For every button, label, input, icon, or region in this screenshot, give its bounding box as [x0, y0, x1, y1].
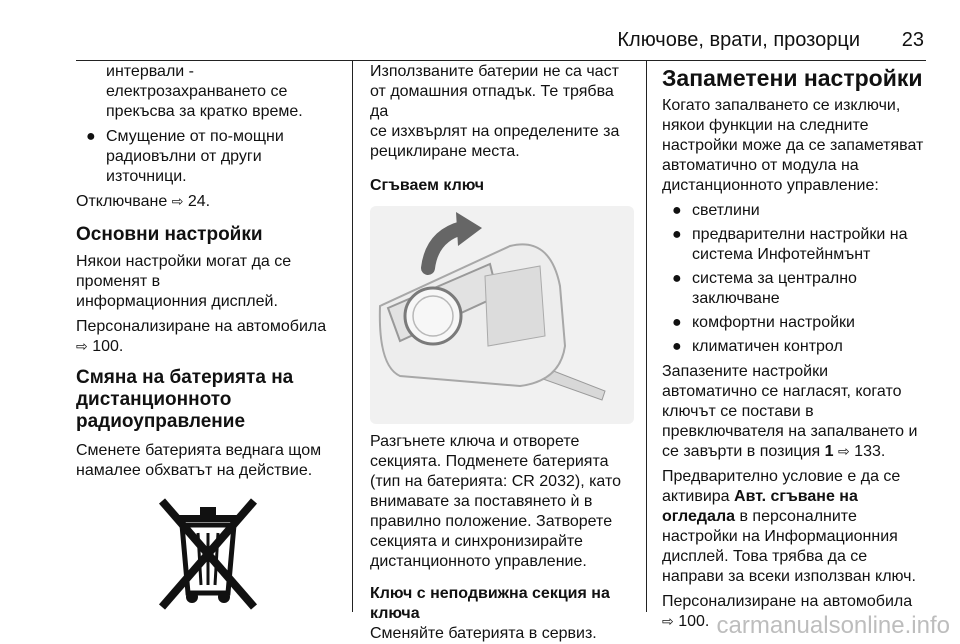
text-line: система за централно [692, 270, 857, 287]
text-line: Използваните батерии не са част [370, 63, 619, 80]
text-line: система Инфотейнмънт [692, 246, 871, 263]
reference-arrow-icon: ⇨ [171, 194, 184, 210]
unlock-reference [76, 192, 342, 212]
column-right [662, 62, 926, 632]
text-line: източници. [106, 168, 187, 185]
continued-bullet [76, 62, 342, 122]
heading-line: Смяна на батерията на [76, 367, 294, 388]
reference-page[interactable]: 100. [678, 613, 710, 630]
text-fragment: се завърти в позиция [662, 443, 821, 460]
text-line: се изхвърлят на определените за [370, 123, 620, 140]
text-line: автоматично от модула на [662, 157, 859, 174]
text-line: автоматично се нагласят, когато [662, 383, 902, 400]
list-item [662, 201, 926, 221]
bullet-dot: ● [672, 226, 682, 243]
reference-arrow-icon: ⇨ [662, 614, 674, 630]
paragraph [76, 441, 342, 481]
text-line: климатичен контрол [692, 338, 843, 355]
text-line [662, 487, 926, 507]
column-middle [370, 62, 634, 644]
bullet-list [662, 201, 926, 357]
list-item [662, 337, 926, 357]
text-line [76, 337, 342, 357]
text-line: Разгънете ключа и отворете [370, 433, 580, 450]
bullet-dot: ● [672, 314, 682, 331]
text-line: (тип на батерията: CR 2032), като [370, 473, 622, 490]
list-item [662, 269, 926, 309]
column-divider-left [352, 60, 353, 612]
text-line: интервали - [106, 63, 194, 80]
paragraph [662, 467, 926, 587]
page-header [0, 0, 960, 60]
watermark: carmanualsonline.info [716, 612, 950, 639]
text-line: променят в [76, 273, 161, 290]
bullet-dot: ● [672, 202, 682, 219]
text-fragment: активира [662, 488, 730, 505]
paragraph [662, 362, 926, 462]
section-heading-battery-replacement [76, 367, 342, 433]
header-title: Ключове, врати, прозорци [617, 29, 860, 51]
menu-setting-name: огледала [662, 508, 736, 525]
text-line: дистанционното управление. [370, 553, 587, 570]
text-line: прекъсва за кратко време. [106, 103, 303, 120]
text-line: направи за всеки използван ключ. [662, 568, 916, 585]
text-line: превключвателя на запалването и [662, 423, 918, 440]
reference-text: Отключване [76, 193, 168, 210]
text-line: Персонализиране на автомобила [76, 318, 327, 335]
heading-line: радиоуправление [76, 411, 246, 432]
position-number: 1 [824, 443, 834, 460]
text-line: ключът се постави в [662, 403, 814, 420]
crossed-out-bin-icon [148, 493, 268, 613]
list-item [662, 225, 926, 265]
text-line: намалее обхватът на действие. [76, 462, 313, 479]
text-line: настройки на Информационния [662, 528, 898, 545]
text-line: внимавате за поставянето ѝ в [370, 493, 593, 510]
list-item [662, 313, 926, 333]
section-heading-memorized-settings: Запаметени настройки [662, 65, 923, 91]
paragraph [370, 62, 634, 162]
bullet-dot: ● [86, 128, 96, 145]
text-line: някои функции на следните [662, 117, 869, 134]
text-fragment: в персоналните [739, 508, 857, 525]
column-left [76, 62, 342, 613]
text-line: електрозахранването се [106, 83, 288, 100]
text-line: Персонализиране на автомобила [662, 593, 913, 610]
text-line: предварителни настройки на [692, 226, 908, 243]
paragraph [370, 432, 634, 572]
text-line [662, 507, 926, 527]
reference-page[interactable]: 100. [92, 338, 124, 355]
heading-line: Ключ с неподвижна секция на [370, 585, 610, 602]
text-line: светлини [692, 202, 760, 219]
text-line: правилно положение. Затворете [370, 513, 613, 530]
text-line: секцията. Подменете батерията [370, 453, 609, 470]
heading-line: дистанционното [76, 389, 232, 410]
text-line: Сменяйте батерията в сервиз. [370, 625, 597, 642]
section-heading-basic-settings: Основни настройки [76, 224, 263, 245]
reference-arrow-icon: ⇨ [76, 339, 88, 355]
heading-line: ключа [370, 605, 420, 622]
bullet-dot: ● [672, 338, 682, 355]
text-line: секцията и синхронизирайте [370, 533, 583, 550]
reference-page[interactable]: 133. [854, 443, 886, 460]
paragraph [76, 252, 342, 312]
text-line: от домашния отпадък. Те трябва да [370, 83, 614, 120]
reference-page[interactable]: 24. [187, 193, 211, 210]
bullet-item [76, 127, 342, 187]
text-line: информационния дисплей. [76, 293, 278, 310]
folding-key-battery-illustration [370, 206, 634, 424]
text-line: Някои настройки могат да се [76, 253, 292, 270]
text-line [662, 442, 926, 462]
text-line: Смущение от по-мощни [106, 128, 284, 145]
text-line: радиовълни от други [106, 148, 262, 165]
section-heading-folding-key: Сгъваем ключ [370, 177, 485, 194]
text-line: Сменете батерията веднага щом [76, 442, 322, 459]
text-line: заключване [692, 290, 780, 307]
bullet-dot: ● [672, 270, 682, 287]
text-line: Предварително условие е да се [662, 468, 901, 485]
text-line: комфортни настройки [692, 314, 855, 331]
section-heading-fixed-key [370, 584, 634, 624]
text-line: рециклиране места. [370, 143, 520, 160]
menu-setting-name: Авт. сгъване на [734, 488, 858, 505]
text-line: Запазените настройки [662, 363, 828, 380]
text-line: дисплей. Това трябва да се [662, 548, 868, 565]
personalization-reference [76, 317, 342, 357]
reference-arrow-icon: ⇨ [837, 444, 850, 460]
column-divider-right [646, 60, 647, 612]
header-rule [76, 60, 926, 61]
text-line: дистанционното управление: [662, 177, 879, 194]
text-line: настройки може да се запаметяват [662, 137, 924, 154]
text-line: Когато запалването се изключи, [662, 97, 901, 114]
page-number: 23 [901, 29, 924, 51]
paragraph [662, 96, 926, 196]
